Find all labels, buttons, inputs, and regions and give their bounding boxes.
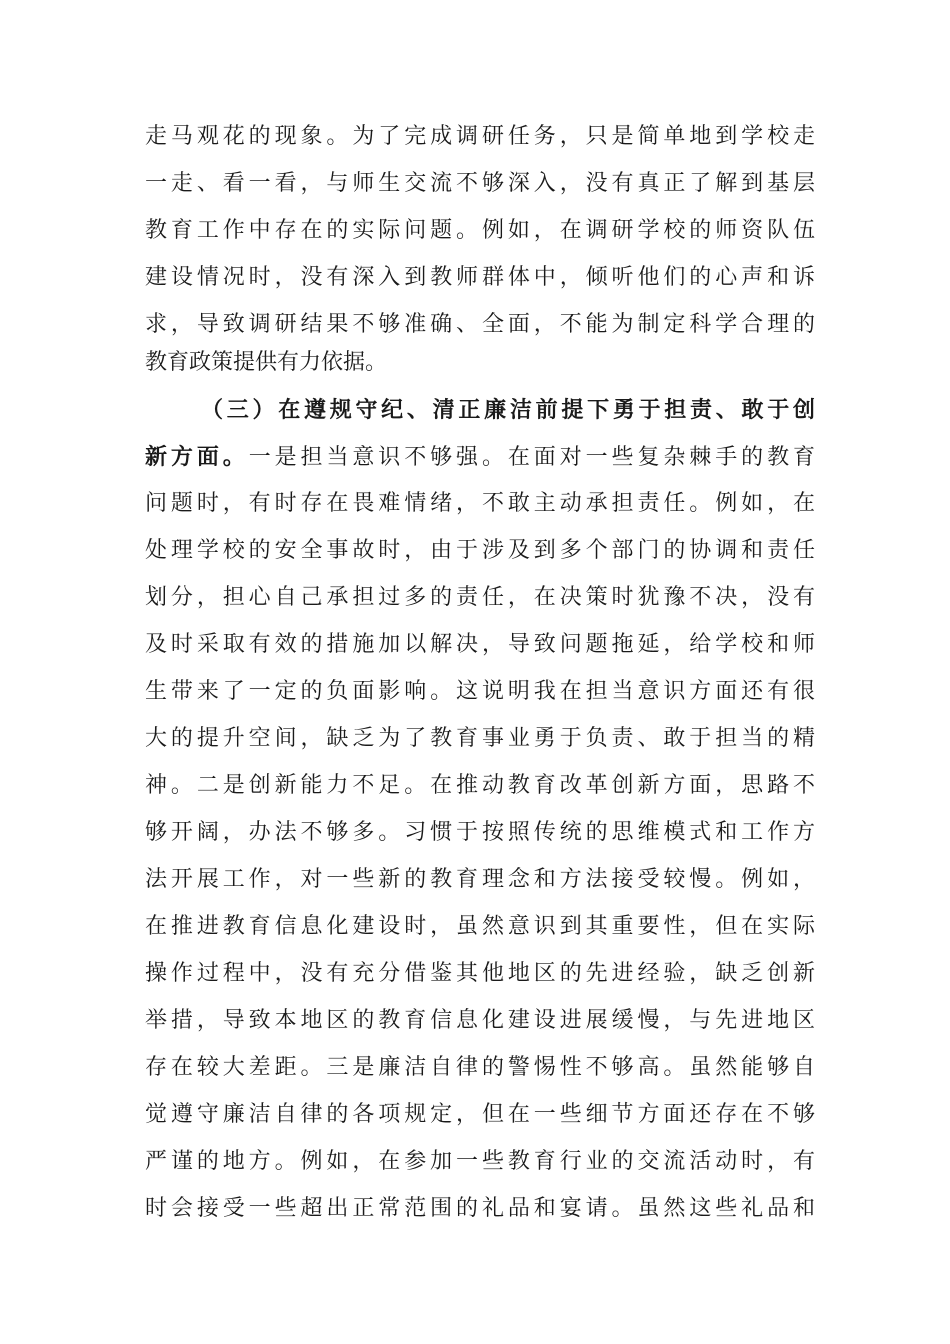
body-text-line: 举措，导致本地区的教育信息化建设进展缓慢，与先进地区 [145,1008,815,1033]
body-text-line: 操作过程中，没有充分借鉴其他地区的先进经验，缺乏创新 [145,961,815,986]
section-heading-continuation: 新方面。 [145,444,249,470]
body-text-line: 够开阔，办法不够多。习惯于按照传统的思维模式和工作方 [145,820,815,845]
body-text-line: 及时采取有效的措施加以解决，导致问题拖延，给学校和师 [145,632,815,657]
body-text-line: 走马观花的现象。为了完成调研任务，只是简单地到学校走 [145,124,815,149]
body-text-line [145,437,815,477]
body-text-line: 存在较大差距。三是廉洁自律的警惕性不够高。虽然能够自 [145,1055,815,1080]
body-text-line: 一走、看一看，与师生交流不够深入，没有真正了解到基层 [145,171,815,196]
section-heading-line: （三）在遵规守纪、清正廉洁前提下勇于担责、敢于创 [201,397,815,423]
body-text-line: 教育政策提供有力依据。 [145,350,388,375]
body-text-line: 划分，担心自己承担过多的责任，在决策时犹豫不决，没有 [145,585,815,610]
body-text-line: 时会接受一些超出正常范围的礼品和宴请。虽然这些礼品和 [145,1196,815,1221]
body-text-line: 生带来了一定的负面影响。这说明我在担当意识方面还有很 [145,679,815,704]
body-text-line: 觉遵守廉洁自律的各项规定，但在一些细节方面还存在不够 [145,1102,815,1127]
body-text-line: 建设情况时，没有深入到教师群体中，倾听他们的心声和诉 [145,265,815,290]
body-text-line: 严谨的地方。例如，在参加一些教育行业的交流活动时，有 [145,1149,815,1174]
body-text-line: 求，导致调研结果不够准确、全面，不能为制定科学合理的 [145,312,815,337]
body-text-line: 法开展工作，对一些新的教育理念和方法接受较慢。例如， [145,867,815,892]
body-text-segment: 一是担当意识不够强。在面对一些复杂棘手的教育 [248,445,815,470]
body-text-line: 教育工作中存在的实际问题。例如，在调研学校的师资队伍 [145,218,815,243]
body-text-line: 问题时，有时存在畏难情绪，不敢主动承担责任。例如，在 [145,491,815,516]
body-text-line: 神。二是创新能力不足。在推动教育改革创新方面，思路不 [145,773,815,798]
body-text-line: 在推进教育信息化建设时，虽然意识到其重要性，但在实际 [145,914,815,939]
body-text-line: 处理学校的安全事故时，由于涉及到多个部门的协调和责任 [145,538,815,563]
body-text-line: 大的提升空间，缺乏为了教育事业勇于负责、敢于担当的精 [145,726,815,751]
